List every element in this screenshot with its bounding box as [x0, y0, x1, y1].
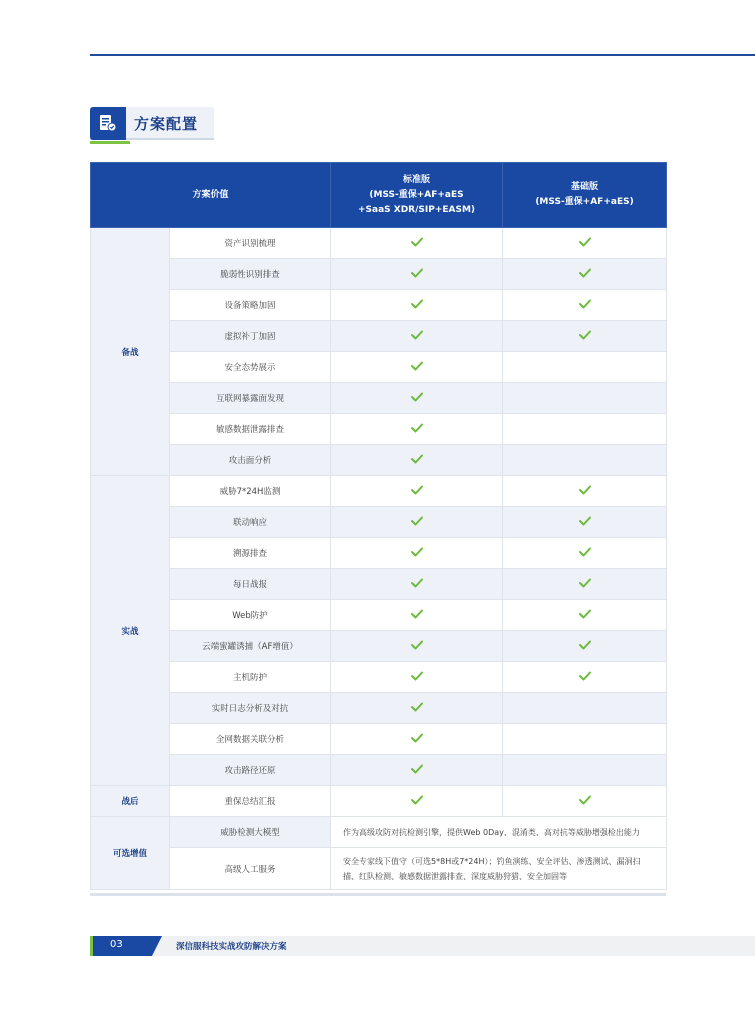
basic-cell: [503, 755, 667, 786]
check-icon: [579, 268, 591, 281]
section-heading: [90, 107, 214, 140]
check-icon: [411, 299, 423, 312]
feature-cell: 云端蜜罐诱捕（AF增值）: [170, 631, 331, 662]
basic-cell: [503, 631, 667, 662]
check-icon: [411, 702, 423, 715]
feature-cell: 实时日志分析及对抗: [170, 693, 331, 724]
standard-cell: [331, 538, 503, 569]
feature-cell: 攻击面分析: [170, 445, 331, 476]
table-row: [91, 445, 667, 476]
check-icon: [411, 547, 423, 560]
basic-cell: [503, 352, 667, 383]
feature-cell: 脆弱性识别排查: [170, 259, 331, 290]
check-icon: [411, 392, 423, 405]
check-icon: [579, 330, 591, 343]
feature-cell: 溯源排查: [170, 538, 331, 569]
basic-cell: [503, 445, 667, 476]
feature-cell: 敏感数据泄露排查: [170, 414, 331, 445]
check-icon: [411, 671, 423, 684]
description-cell: 作为高级攻防对抗检测引擎，提供Web 0Day、混淆类、高对抗等威胁增强检出能力: [331, 817, 667, 848]
table-row: [91, 538, 667, 569]
feature-cell: 高级人工服务: [170, 848, 331, 890]
feature-cell: 攻击路径还原: [170, 755, 331, 786]
footer-title: 深信服科技实战攻防解决方案: [176, 942, 287, 952]
table-row: [91, 755, 667, 786]
standard-cell: [331, 228, 503, 259]
table-row: [91, 600, 667, 631]
feature-cell: 互联网暴露面发现: [170, 383, 331, 414]
table-row: [91, 507, 667, 538]
standard-cell: [331, 786, 503, 817]
feature-cell: 设备策略加固: [170, 290, 331, 321]
basic-cell: [503, 321, 667, 352]
check-icon: [579, 299, 591, 312]
basic-cell: [503, 693, 667, 724]
standard-cell: [331, 507, 503, 538]
basic-cell: [503, 383, 667, 414]
check-icon: [579, 609, 591, 622]
category-cell: 备战: [91, 228, 170, 476]
check-icon: [411, 609, 423, 622]
check-icon: [411, 733, 423, 746]
table-row: [91, 476, 667, 507]
check-icon: [579, 516, 591, 529]
basic-cell: [503, 569, 667, 600]
basic-cell: [503, 414, 667, 445]
section-title: 方案配置: [134, 115, 199, 133]
table-row: [91, 569, 667, 600]
description-cell: 安全专家线下值守（可选5*8H或7*24H）；钓鱼演练、安全评估、渗透测试、漏洞扫描、红队检测、敏感数据泄露排查、深度威胁狩猎、安全加固等: [331, 848, 667, 890]
page-number: 03: [110, 939, 123, 950]
table-row: [91, 259, 667, 290]
document-icon: [90, 107, 126, 140]
check-icon: [579, 640, 591, 653]
check-icon: [411, 516, 423, 529]
feature-cell: 资产识别梳理: [170, 228, 331, 259]
check-icon: [411, 423, 423, 436]
standard-cell: [331, 352, 503, 383]
feature-cell: Web防护: [170, 600, 331, 631]
page-footer: [90, 936, 755, 956]
feature-cell: 威胁7*24H监测: [170, 476, 331, 507]
plan-table: [90, 162, 667, 890]
basic-cell: [503, 786, 667, 817]
standard-cell: [331, 476, 503, 507]
feature-cell: 威胁检测大模型: [170, 817, 331, 848]
check-icon: [579, 795, 591, 808]
check-icon: [579, 578, 591, 591]
table-row: [91, 693, 667, 724]
standard-cell: [331, 321, 503, 352]
header-value: 方案价值: [91, 163, 331, 228]
category-cell: 实战: [91, 476, 170, 786]
feature-cell: 虚拟补丁加固: [170, 321, 331, 352]
check-icon: [411, 640, 423, 653]
standard-cell: [331, 290, 503, 321]
check-icon: [411, 578, 423, 591]
check-icon: [579, 485, 591, 498]
table-row: [91, 414, 667, 445]
table-row: [91, 631, 667, 662]
basic-cell: [503, 600, 667, 631]
basic-cell: [503, 724, 667, 755]
standard-cell: [331, 569, 503, 600]
table-header-row: [91, 163, 667, 228]
table-row: [91, 817, 667, 848]
check-icon: [411, 330, 423, 343]
table-row: [91, 786, 667, 817]
table-row: [91, 290, 667, 321]
basic-cell: [503, 662, 667, 693]
standard-cell: [331, 662, 503, 693]
feature-cell: 安全态势展示: [170, 352, 331, 383]
basic-cell: [503, 507, 667, 538]
top-rule: [90, 54, 755, 56]
basic-cell: [503, 259, 667, 290]
standard-cell: [331, 445, 503, 476]
check-icon: [579, 671, 591, 684]
basic-cell: [503, 476, 667, 507]
basic-cell: [503, 290, 667, 321]
standard-cell: [331, 414, 503, 445]
check-icon: [411, 237, 423, 250]
standard-cell: [331, 259, 503, 290]
feature-cell: 每日战报: [170, 569, 331, 600]
table-row: [91, 352, 667, 383]
feature-cell: 重保总结汇报: [170, 786, 331, 817]
header-basic: 基础版 (MSS-重保+AF+aES): [503, 163, 667, 228]
check-icon: [411, 764, 423, 777]
basic-cell: [503, 538, 667, 569]
basic-cell: [503, 228, 667, 259]
table-row: [91, 383, 667, 414]
check-icon: [411, 361, 423, 374]
check-icon: [579, 237, 591, 250]
category-cell: 可选增值: [91, 817, 170, 890]
feature-cell: 联动响应: [170, 507, 331, 538]
table-row: [91, 724, 667, 755]
standard-cell: [331, 600, 503, 631]
check-icon: [411, 795, 423, 808]
check-icon: [411, 268, 423, 281]
standard-cell: [331, 631, 503, 662]
table-row: [91, 228, 667, 259]
check-icon: [411, 485, 423, 498]
table-row: [91, 662, 667, 693]
standard-cell: [331, 724, 503, 755]
check-icon: [579, 547, 591, 560]
table-row: [91, 848, 667, 890]
standard-cell: [331, 693, 503, 724]
standard-cell: [331, 383, 503, 414]
table-row: [91, 321, 667, 352]
feature-cell: 主机防护: [170, 662, 331, 693]
check-icon: [411, 454, 423, 467]
standard-cell: [331, 755, 503, 786]
category-cell: 战后: [91, 786, 170, 817]
feature-cell: 全网数据关联分析: [170, 724, 331, 755]
header-standard: 标准版 (MSS-重保+AF+aES +SaaS XDR/SIP+EASM): [331, 163, 503, 228]
